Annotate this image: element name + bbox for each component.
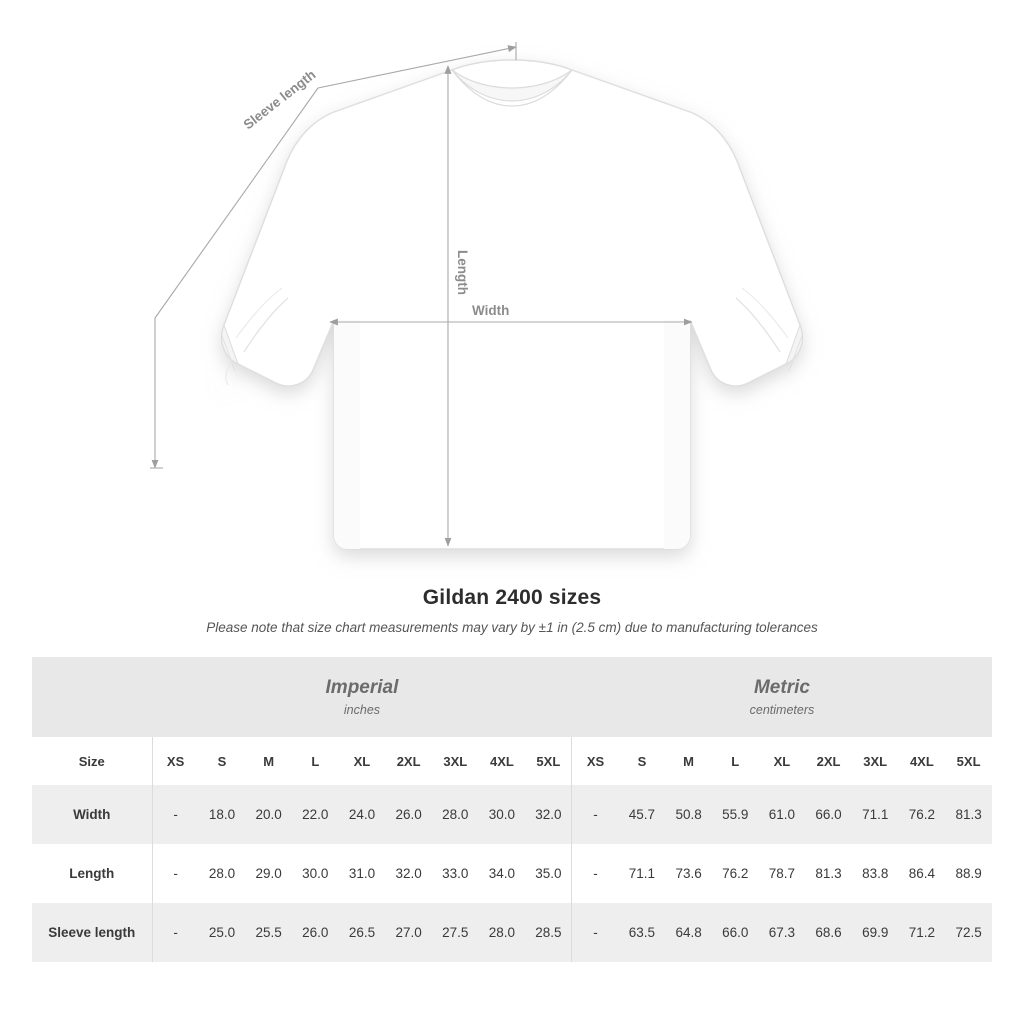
measurement-cell: 22.0	[292, 785, 339, 844]
measurement-cell: 45.7	[619, 785, 666, 844]
size-header-row	[32, 737, 992, 785]
measurement-cell: 27.0	[385, 903, 432, 962]
size-header-cell: XS	[572, 737, 619, 785]
measurement-cell: 88.9	[945, 844, 992, 903]
row-label: Width	[32, 785, 152, 844]
measurement-cell: 64.8	[665, 903, 712, 962]
size-header-cell: XS	[152, 737, 199, 785]
size-header-cell: XL	[339, 737, 386, 785]
unit-name-imperial: Imperial	[325, 677, 399, 698]
measurement-cell: 28.0	[199, 844, 246, 903]
measurement-cell: 55.9	[712, 785, 759, 844]
measurement-cell: 61.0	[759, 785, 806, 844]
measurement-cell: 34.0	[479, 844, 526, 903]
measurement-cell: 28.0	[479, 903, 526, 962]
label-sleeve-length: Sleeve length	[240, 66, 319, 133]
measurement-cell: -	[572, 903, 619, 962]
unit-header-imperial	[152, 657, 572, 737]
measurement-cell: 26.5	[339, 903, 386, 962]
measurement-cell: 76.2	[712, 844, 759, 903]
measurement-cell: 18.0	[199, 785, 246, 844]
table-row	[32, 844, 992, 903]
measurement-cell: -	[152, 903, 199, 962]
size-header-cell: S	[199, 737, 246, 785]
unit-header-row	[32, 657, 992, 737]
measurement-cell: 71.2	[899, 903, 946, 962]
measurement-cell: 26.0	[292, 903, 339, 962]
size-header-cell: L	[712, 737, 759, 785]
unit-name-metric: Metric	[753, 677, 810, 698]
unit-corner-cell	[32, 657, 152, 737]
size-header-cell: M	[245, 737, 292, 785]
size-table	[32, 657, 992, 962]
measurement-cell: -	[152, 785, 199, 844]
size-header-cell: 4XL	[479, 737, 526, 785]
measurement-cell: 31.0	[339, 844, 386, 903]
unit-header-metric	[572, 657, 992, 737]
measurement-cell: 24.0	[339, 785, 386, 844]
measurement-cell: 27.5	[432, 903, 479, 962]
size-header-cell: 3XL	[432, 737, 479, 785]
heading-block	[0, 586, 1024, 635]
row-label: Length	[32, 844, 152, 903]
measurement-cell: 67.3	[759, 903, 806, 962]
measurement-cell: 20.0	[245, 785, 292, 844]
measurement-cell: -	[572, 844, 619, 903]
measurement-cell: 68.6	[805, 903, 852, 962]
measurement-cell: 76.2	[899, 785, 946, 844]
measurement-cell: 35.0	[525, 844, 572, 903]
measurement-cell: 25.5	[245, 903, 292, 962]
measurement-cell: 33.0	[432, 844, 479, 903]
measurement-cell: 26.0	[385, 785, 432, 844]
measurement-cell: 30.0	[479, 785, 526, 844]
measurement-cell: 71.1	[619, 844, 666, 903]
size-corner-label: Size	[32, 737, 152, 785]
size-header-cell: 2XL	[385, 737, 432, 785]
row-label: Sleeve length	[32, 903, 152, 962]
measurement-cell: 66.0	[805, 785, 852, 844]
unit-sub-imperial: inches	[343, 703, 381, 717]
measurement-cell: 25.0	[199, 903, 246, 962]
measurement-cell: 32.0	[525, 785, 572, 844]
unit-sub-metric: centimeters	[749, 703, 815, 717]
shirt-shape	[221, 60, 803, 549]
size-header-cell: 4XL	[899, 737, 946, 785]
measurement-cell: -	[572, 785, 619, 844]
measurement-cell: 86.4	[899, 844, 946, 903]
size-header-cell: 5XL	[945, 737, 992, 785]
measurement-cell: 63.5	[619, 903, 666, 962]
table-row	[32, 785, 992, 844]
label-length: Length	[455, 250, 470, 295]
measurement-cell: 32.0	[385, 844, 432, 903]
table-row	[32, 903, 992, 962]
measurement-cell: 30.0	[292, 844, 339, 903]
label-width: Width	[472, 303, 510, 318]
measurement-cell: 29.0	[245, 844, 292, 903]
measurement-cell: 83.8	[852, 844, 899, 903]
measurement-cell: 81.3	[945, 785, 992, 844]
page-title: Gildan 2400 sizes	[422, 586, 602, 609]
size-header-cell: 5XL	[525, 737, 572, 785]
size-header-cell: M	[665, 737, 712, 785]
measurement-cell: 73.6	[665, 844, 712, 903]
size-header-cell: S	[619, 737, 666, 785]
measurement-cell: -	[152, 844, 199, 903]
measurement-cell: 81.3	[805, 844, 852, 903]
measurement-cell: 28.0	[432, 785, 479, 844]
measurement-cell: 72.5	[945, 903, 992, 962]
measurement-cell: 78.7	[759, 844, 806, 903]
measurement-cell: 50.8	[665, 785, 712, 844]
size-header-cell: 2XL	[805, 737, 852, 785]
size-header-cell: 3XL	[852, 737, 899, 785]
size-header-cell: L	[292, 737, 339, 785]
size-header-cell: XL	[759, 737, 806, 785]
tolerance-note: Please note that size chart measurements may vary by ±1 in (2.5 cm) due to manufacturing tolerances	[206, 620, 818, 635]
measurement-cell: 28.5	[525, 903, 572, 962]
size-table-wrap	[32, 657, 992, 962]
measurement-cell: 66.0	[712, 903, 759, 962]
measurement-cell: 71.1	[852, 785, 899, 844]
measurement-cell: 69.9	[852, 903, 899, 962]
